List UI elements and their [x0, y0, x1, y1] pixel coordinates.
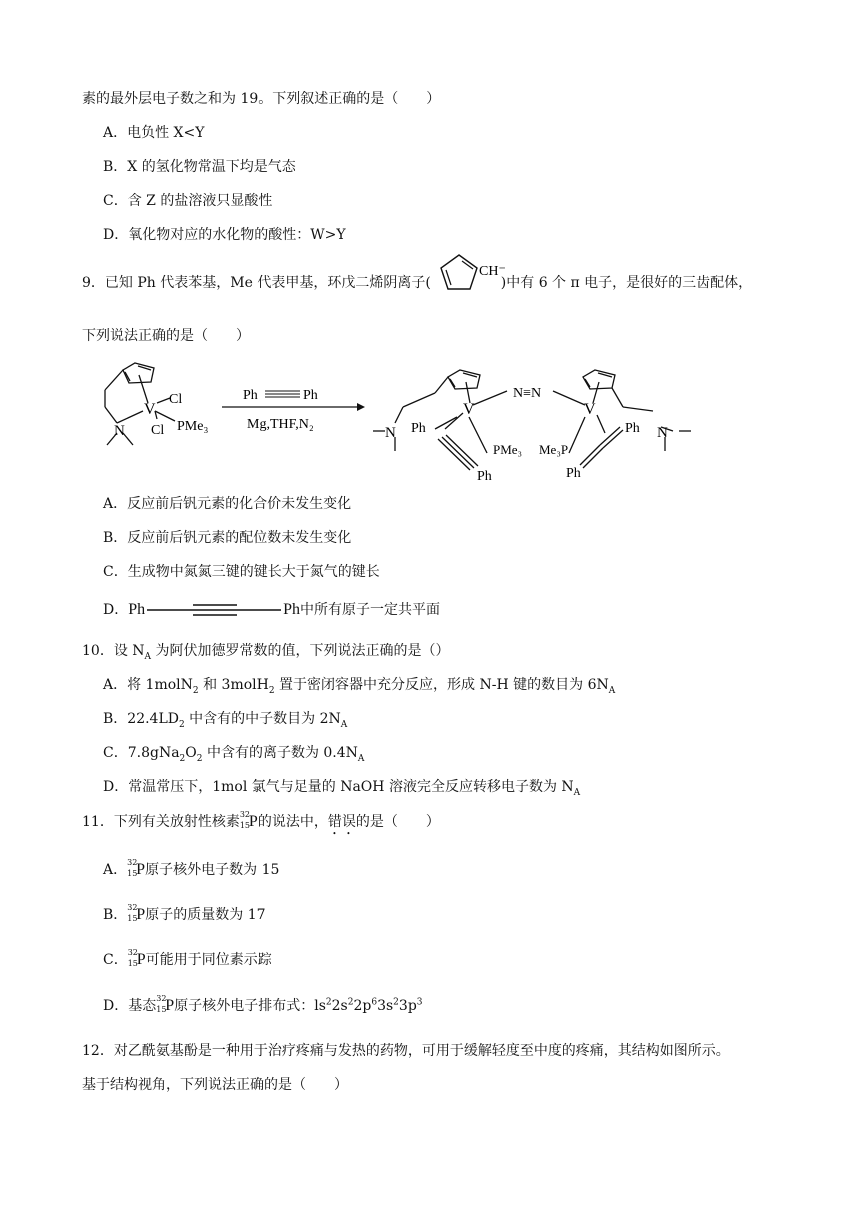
q11b-label: B．	[103, 907, 128, 923]
reactant-cl-1: Cl	[169, 392, 183, 407]
q10c-t3: 中含有的离子数为 0.4N	[202, 745, 358, 761]
q9-stem-before: 9．已知 Ph 代表苯基，Me 代表甲基，环戊二烯阴离子(	[82, 275, 431, 291]
q9-option-d-suffix: 中所有原子一定共平面	[300, 602, 441, 618]
q10-option-c	[103, 743, 364, 763]
nuclide-mass: 32	[127, 903, 138, 912]
product-ph-1: Ph	[411, 421, 426, 436]
nuclide-atomic: 15	[156, 1005, 167, 1014]
q11a-text: 原子核外电子数为 15	[145, 862, 280, 878]
q10a-t1: A．将 1molN	[103, 677, 193, 693]
q10-option-a	[103, 675, 615, 695]
q10c-s1: 2	[179, 753, 186, 764]
nuclide-mass: 32	[127, 948, 138, 957]
reactant-v: V	[144, 401, 156, 418]
nuclide-p32	[127, 860, 145, 880]
q11d-post: 原子核外电子排布式：ls	[174, 998, 326, 1014]
cyclopentadienyl-anion-figure	[431, 264, 506, 293]
q10d-t1: D．常温常压下，1mol 氯气与足量的 NaOH 溶液完全反应转移电子数为 N	[103, 779, 574, 795]
product-n-left: N	[385, 425, 396, 441]
q10-stem	[82, 641, 449, 661]
q11a-label: A．	[103, 862, 128, 878]
reactant-pme3: PMe₃	[177, 419, 209, 434]
product-pme3: PMe₃	[493, 442, 523, 457]
q10-stem-sub: A	[144, 651, 152, 662]
reactant-cl-2: Cl	[151, 423, 165, 438]
reaction-scheme	[95, 355, 715, 495]
reaction-arrow	[222, 388, 365, 432]
q8-option-d: D．氧化物对应的水化物的酸性：W>Y	[103, 227, 346, 243]
q11d-c4: 6	[371, 997, 378, 1008]
nuclide-symbol: P	[136, 906, 146, 923]
q8-option-c: C．含 Z 的盐溶液只显酸性	[103, 193, 273, 209]
q11-option-a	[103, 860, 279, 880]
q11c-text: 可能用于同位素示踪	[145, 952, 272, 968]
q11d-c3: 2p	[353, 998, 372, 1014]
q9-stem-line1	[82, 264, 753, 293]
product-ph-2: Ph	[477, 469, 492, 484]
q11-stem-post: 的是（ ）	[355, 814, 440, 830]
q10b-t2: 中含有的中子数目为 2N	[184, 711, 341, 727]
q10a-s1: 2	[192, 685, 199, 696]
q10a-t3: 置于密闭容器中充分反应，形成 N-H 键的数目为 6N	[274, 677, 609, 693]
q10c-t1: C．7.8gNa	[103, 745, 180, 761]
q10-stem-part2: 为阿伏加德罗常数的值，下列说法正确的是（）	[151, 643, 450, 659]
product-n2-bridge: N≡N	[513, 386, 542, 401]
q10d-s1: A	[573, 787, 581, 798]
nuclide-p32	[156, 996, 174, 1016]
product-v-right: V	[584, 401, 596, 418]
q11d-c1: 2s	[331, 998, 348, 1014]
q11-stem	[82, 812, 440, 838]
nuclide-atomic: 15	[127, 869, 138, 878]
arrow-conditions: Mg,THF,N₂	[247, 417, 314, 432]
q11c-label: C．	[103, 952, 128, 968]
q11b-text: 原子的质量数为 17	[145, 907, 266, 923]
q11-option-d	[103, 996, 423, 1016]
product-me3p: Me₃P	[539, 442, 569, 457]
q9-option-b: B．反应前后钒元素的配位数未发生变化	[103, 530, 352, 546]
q11d-c7: 3p	[398, 998, 417, 1014]
q11-emphasis: 错误	[327, 814, 356, 830]
nuclide-p32	[128, 950, 146, 970]
arrow-reagent-ph-right: Ph	[303, 388, 318, 403]
q10-option-b	[103, 709, 347, 729]
q10-option-d	[103, 777, 580, 797]
product-v-left: V	[463, 401, 475, 418]
q10a-s2: 2	[268, 685, 275, 696]
q11d-c6: 2	[393, 997, 399, 1008]
q11d-c8: 3	[416, 997, 423, 1008]
nuclide-mass: 32	[156, 994, 167, 1003]
q11-option-b	[103, 905, 266, 925]
q11-option-c	[103, 950, 272, 970]
product-ph-3: Ph	[625, 421, 640, 436]
nuclide-symbol: P	[136, 951, 146, 968]
ion-label: CH⁻	[478, 264, 506, 279]
q10c-s2: 2	[196, 753, 203, 764]
q9-option-d	[103, 600, 440, 620]
product-structure	[373, 370, 691, 470]
q11d-c0: 2	[325, 997, 332, 1008]
nuclide-p32	[127, 905, 145, 925]
product-ph-4: Ph	[566, 466, 581, 481]
nuclide-atomic: 15	[127, 959, 138, 968]
q12-stem-line2: 基于结构视角，下列说法正确的是（ ）	[82, 1077, 348, 1093]
q12-stem-line1: 12．对乙酰氨基酚是一种用于治疗疼痛与发热的药物，可用于缓解轻度至中度的疼痛，其结构如图所示。	[82, 1043, 730, 1059]
q10a-s3: A	[608, 685, 616, 696]
q9-option-d-prefix: D．	[103, 602, 129, 618]
product-n-right: N	[657, 425, 668, 441]
q10a-t2: 和 3molH	[198, 677, 269, 693]
nuclide-atomic: 15	[239, 821, 251, 830]
q10-stem-part1: 10．设 N	[82, 643, 145, 659]
diphenylacetylene-left-ph: Ph	[128, 601, 146, 618]
nuclide-symbol: P	[165, 997, 175, 1014]
question-8-stem-tail: 素的最外层电子数之和为 19。下列叙述正确的是（ ）	[82, 91, 441, 107]
q8-option-a: A．电负性 X<Y	[103, 125, 205, 141]
q11d-c2: 2	[347, 997, 354, 1008]
q9-stem-after: )中有 6 个 π 电子，是很好的三齿配体，	[500, 275, 753, 291]
q9-stem-line2: 下列说法正确的是（ ）	[82, 328, 250, 344]
q8-option-b: B．X 的氢化物常温下均是气态	[103, 159, 296, 175]
q10c-t2: O	[185, 745, 197, 761]
nuclide-atomic: 15	[127, 914, 138, 923]
nuclide-mass: 32	[127, 858, 138, 867]
q11d-pre: D．基态	[103, 998, 157, 1014]
q11-stem-mid: 的说法中，	[257, 814, 328, 830]
q9-option-a: A．反应前后钒元素的化合价未发生变化	[103, 496, 352, 512]
q10b-s1: 2	[178, 719, 185, 730]
q10b-s2: A	[340, 719, 348, 730]
triple-bond-figure	[145, 603, 283, 617]
q9-option-c: C．生成物中氮氮三键的键长大于氮气的键长	[103, 564, 380, 580]
nuclide-symbol: P	[136, 861, 146, 878]
q11d-c5: 3s	[377, 998, 394, 1014]
nuclide-p32	[240, 812, 258, 832]
arrow-reagent-ph-left: Ph	[243, 388, 258, 403]
q10b-t1: B．22.4LD	[103, 711, 179, 727]
q10c-s3: A	[357, 753, 365, 764]
q11-stem-pre: 11．下列有关放射性核素	[82, 814, 240, 830]
diphenylacetylene-right-ph: Ph	[283, 601, 301, 618]
nuclide-symbol: P	[248, 813, 258, 830]
reactant-n: N	[114, 423, 125, 439]
nuclide-mass: 32	[239, 810, 251, 819]
